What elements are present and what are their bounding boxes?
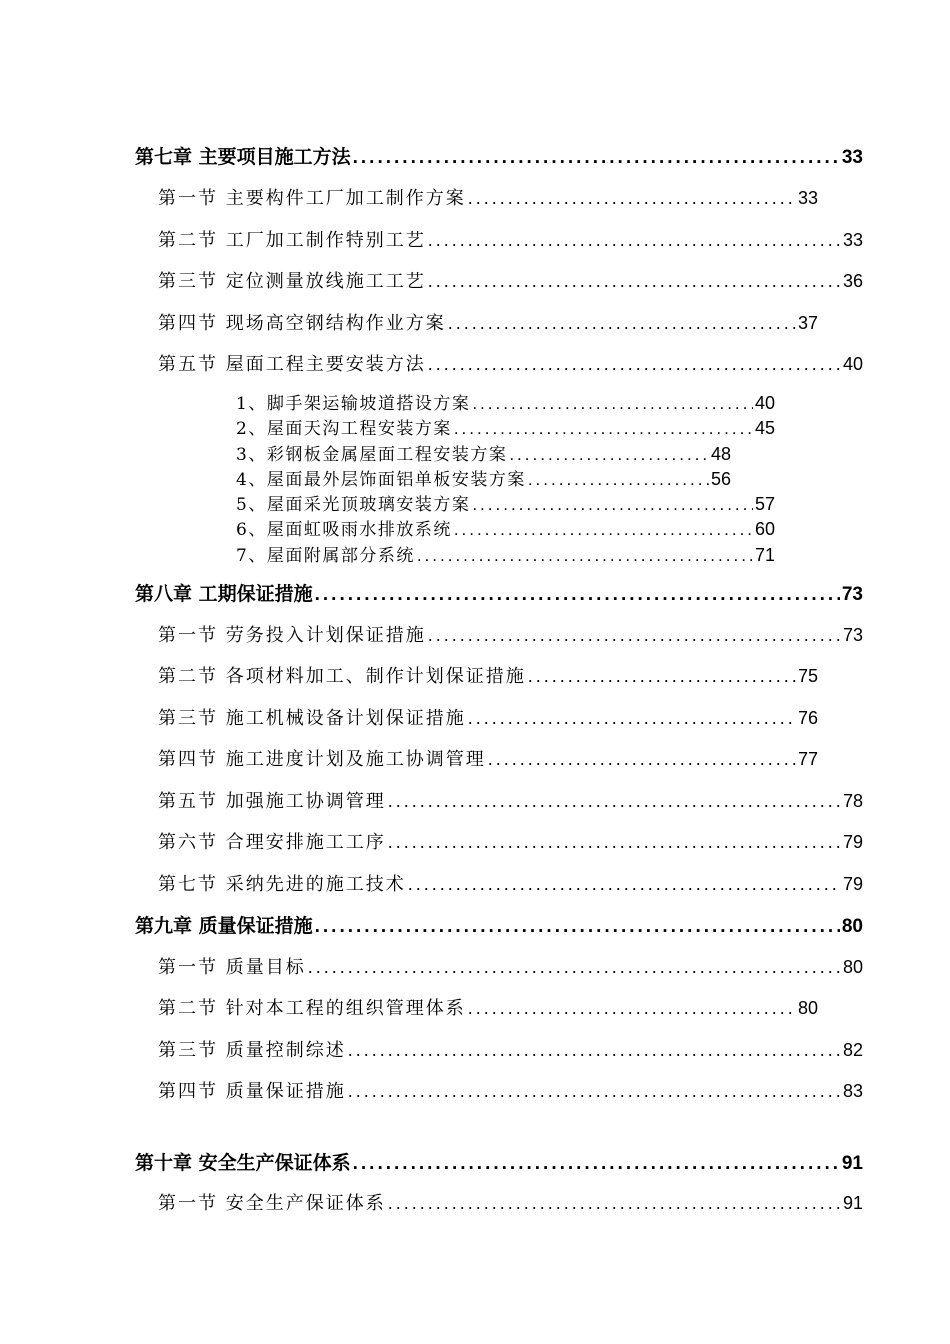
toc-page-number: 77 (797, 749, 818, 769)
toc-page-number: 48 (710, 444, 731, 464)
dot-leader (417, 546, 753, 566)
dot-leader (428, 625, 841, 646)
toc-page-number: 91 (841, 1153, 863, 1174)
dot-leader (353, 1153, 840, 1175)
toc-entry-title: 7、屋面附属部分系统 (236, 546, 415, 566)
toc-page-number: 83 (842, 1081, 863, 1101)
toc-section-entry[interactable] (158, 1036, 863, 1062)
toc-entry-title: 第三节 定位测量放线施工工艺 (158, 271, 426, 292)
toc-entry-title: 第八章 工期保证措施 (135, 583, 313, 605)
toc-section-entry[interactable] (158, 745, 818, 771)
toc-entry-title: 第七节 采纳先进的施工技术 (158, 874, 406, 895)
toc-entry-title: 6、屋面虹吸雨水排放系统 (236, 520, 452, 540)
toc-section-entry[interactable] (158, 994, 818, 1020)
toc-entry-title: 第一节 安全生产保证体系 (158, 1193, 386, 1214)
dot-leader (348, 1081, 841, 1102)
toc-entry-title: 第四节 质量保证措施 (158, 1081, 346, 1102)
toc-page-number: 37 (797, 313, 818, 333)
toc-section-entry[interactable] (158, 828, 863, 854)
toc-entry-title: 第九章 质量保证措施 (135, 915, 313, 937)
dot-leader (308, 957, 841, 978)
toc-page-number: 73 (841, 584, 863, 605)
toc-page-number: 33 (797, 188, 818, 208)
toc-entry-title: 1、脚手架运输坡道搭设方案 (236, 394, 471, 414)
toc-entry-title: 第二节 针对本工程的组织管理体系 (158, 998, 466, 1019)
dot-leader (388, 791, 841, 812)
toc-entry-title: 第四节 施工进度计划及施工协调管理 (158, 749, 486, 770)
dot-leader (388, 1193, 841, 1214)
toc-page-number: 56 (710, 469, 731, 489)
toc-page-number: 79 (842, 832, 863, 852)
toc-entry-title: 第二节 各项材料加工、制作计划保证措施 (158, 666, 526, 687)
toc-page-number: 45 (754, 418, 775, 438)
toc-page-number: 40 (754, 393, 775, 413)
dot-leader (472, 394, 753, 414)
toc-section-entry[interactable] (158, 953, 863, 979)
toc-item-entry[interactable] (236, 515, 775, 540)
toc-section-entry[interactable] (158, 621, 863, 647)
toc-section-entry[interactable] (158, 350, 863, 376)
toc-page-number: 71 (754, 545, 775, 565)
dot-leader (408, 874, 841, 895)
toc-page-number: 79 (842, 874, 863, 894)
toc-section-entry[interactable] (158, 662, 818, 688)
toc-entry-title: 第一节 主要构件工厂加工制作方案 (158, 188, 466, 209)
toc-section-entry[interactable] (158, 1189, 863, 1215)
toc-page-number: 33 (841, 147, 863, 168)
toc-page-number: 80 (841, 916, 863, 937)
dot-leader (348, 1040, 841, 1061)
toc-page-number: 75 (797, 666, 818, 686)
toc-section-entry[interactable] (158, 184, 818, 210)
toc-section-entry[interactable] (158, 309, 818, 335)
toc-entry-title: 第十章 安全生产保证体系 (135, 1152, 351, 1174)
dot-leader (488, 749, 796, 770)
toc-chapter-entry[interactable] (135, 579, 863, 606)
toc-entry-title: 第四节 现场高空钢结构作业方案 (158, 313, 446, 334)
toc-chapter-entry[interactable] (135, 911, 863, 938)
toc-section-entry[interactable] (158, 870, 863, 896)
toc-section-entry[interactable] (158, 226, 863, 252)
toc-page-number: 76 (797, 708, 818, 728)
toc-entry-title: 第一节 质量目标 (158, 957, 306, 978)
dot-leader (448, 313, 796, 334)
toc-section-entry[interactable] (158, 704, 818, 730)
toc-page-number: 91 (842, 1193, 863, 1213)
toc-entry-title: 第七章 主要项目施工方法 (135, 146, 351, 168)
dot-leader (468, 188, 796, 209)
toc-entry-title: 5、屋面采光顶玻璃安装方案 (236, 495, 471, 515)
dot-leader (388, 832, 841, 853)
dot-leader (428, 354, 841, 375)
dot-leader (454, 419, 753, 439)
dot-leader (528, 666, 796, 687)
toc-entry-title: 第五节 屋面工程主要安装方法 (158, 354, 426, 375)
dot-leader (528, 470, 709, 490)
toc-chapter-entry[interactable] (135, 1148, 863, 1175)
toc-page-number: 78 (842, 791, 863, 811)
toc-item-entry[interactable] (236, 389, 775, 414)
dot-leader (428, 230, 841, 251)
dot-leader (468, 998, 796, 1019)
toc-entry-title: 3、彩钢板金属屋面工程安装方案 (236, 445, 508, 465)
toc-page-number: 80 (842, 957, 863, 977)
toc-entry-title: 4、屋面最外层饰面铝单板安装方案 (236, 470, 526, 490)
toc-entry-title: 2、屋面天沟工程安装方案 (236, 419, 452, 439)
toc-entry-title: 第五节 加强施工协调管理 (158, 791, 386, 812)
toc-item-entry[interactable] (236, 541, 775, 566)
toc-section-entry[interactable] (158, 267, 863, 293)
toc-item-entry[interactable] (236, 490, 775, 515)
toc-page-number: 60 (754, 519, 775, 539)
dot-leader (509, 445, 709, 465)
toc-entry-title: 第三节 施工机械设备计划保证措施 (158, 708, 466, 729)
toc-page-number: 36 (842, 271, 863, 291)
toc-entry-title: 第一节 劳务投入计划保证措施 (158, 625, 426, 646)
toc-item-entry[interactable] (236, 465, 731, 490)
toc-page-number: 33 (842, 230, 863, 250)
dot-leader (315, 584, 840, 606)
dot-leader (472, 495, 753, 515)
dot-leader (454, 520, 753, 540)
dot-leader (353, 147, 840, 169)
toc-item-entry[interactable] (236, 414, 775, 439)
dot-leader (315, 916, 840, 938)
toc-entry-title: 第六节 合理安排施工工序 (158, 832, 386, 853)
toc-section-entry[interactable] (158, 787, 863, 813)
dot-leader (468, 708, 796, 729)
dot-leader (428, 271, 841, 292)
toc-page-number: 80 (797, 998, 818, 1018)
toc-entry-title: 第二节 工厂加工制作特别工艺 (158, 230, 426, 251)
toc-page-number: 57 (754, 494, 775, 514)
toc-item-entry[interactable] (236, 440, 731, 465)
toc-page-number: 73 (842, 625, 863, 645)
toc-chapter-entry[interactable] (135, 142, 863, 169)
toc-page-number: 82 (842, 1040, 863, 1060)
toc-entry-title: 第三节 质量控制综述 (158, 1040, 346, 1061)
toc-section-entry[interactable] (158, 1077, 863, 1103)
toc-page-number: 40 (842, 354, 863, 374)
